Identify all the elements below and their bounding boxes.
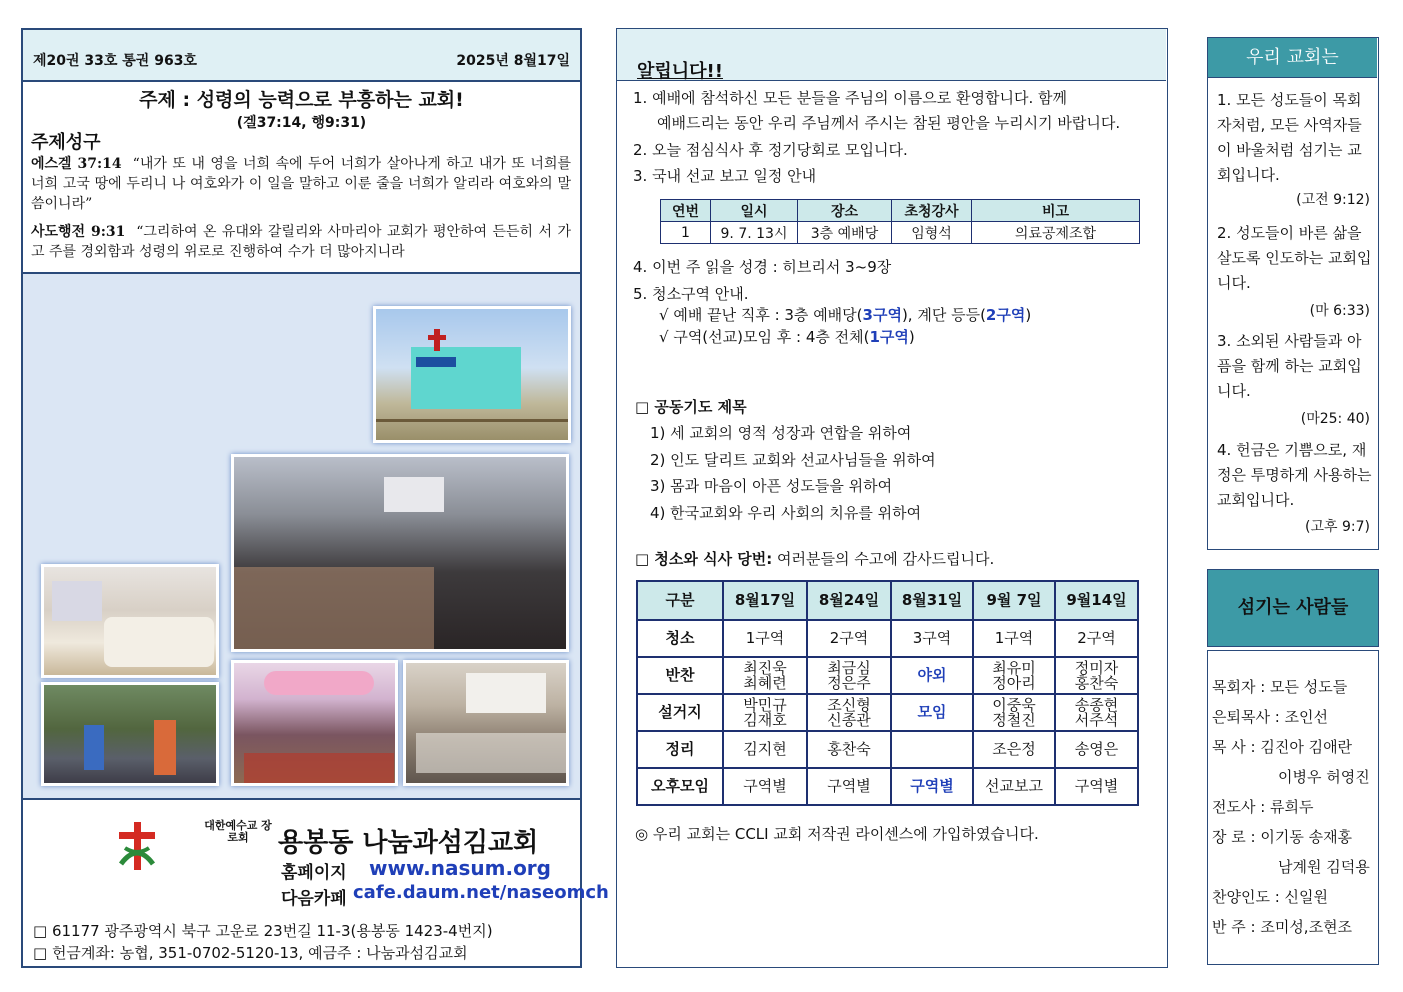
mission-cell: 3층 예배당 — [798, 222, 892, 244]
duty-roster-table — [636, 580, 1139, 806]
duty-cell: 구역별 — [1055, 768, 1138, 805]
duty-cell: 구역별 — [807, 768, 891, 805]
ccli-notice: ◎ 우리 교회는 CCLI 교회 저작권 라이센스에 가입하였습니다. — [635, 825, 1039, 843]
notice-item-1-cont: 예배드리는 동안 우리 주님께서 주시는 참된 평안을 누리시기 바랍니다. — [657, 114, 1121, 132]
worship-service-photo — [231, 454, 569, 652]
table-row — [637, 731, 1138, 768]
duty-cell: 홍찬숙 — [807, 731, 891, 768]
notice-item-4: 4. 이번 주 읽을 성경 : 히브리서 3~9장 — [633, 258, 892, 276]
servant-row: 남계원 김덕용 — [1278, 858, 1370, 876]
homepage-label: 홈페이지 — [281, 863, 347, 883]
duty-cell: 최진욱 최혜련 — [723, 657, 807, 694]
duty-cell: 2구역 — [807, 620, 891, 657]
duty-col-date: 9월14일 — [1055, 581, 1138, 620]
verse-acts-ref: 사도행전 9:31 — [31, 224, 126, 240]
table-row — [637, 768, 1138, 805]
offering-account: □ 헌금계좌: 농협, 351-0702-5120-13, 예금주 : 나눔과섬김교회 — [33, 944, 468, 962]
servant-row: 목 사 : 김진아 김애란 — [1212, 738, 1353, 756]
theme-verses-heading: 주제성구 — [31, 132, 101, 153]
our-church-ref: (마25: 40) — [1300, 411, 1370, 427]
our-church-item: 4. 헌금은 기쁨으로, 재정은 투명하게 사용하는 교회입니다. — [1217, 441, 1372, 509]
our-church-ref: (고전 9:12) — [1296, 192, 1370, 208]
duty-col-category: 구분 — [637, 581, 723, 620]
servants-box — [1207, 650, 1379, 965]
our-church-title: 우리 교회는 — [1208, 38, 1377, 78]
prayer-item: 3) 몸과 마음이 아픈 성도들을 위하여 — [650, 477, 893, 495]
duty-cell — [891, 731, 973, 768]
photo-collage — [23, 272, 580, 800]
servant-row: 이병우 허영진 — [1278, 768, 1370, 786]
issue-date: 2025년 8월17일 — [456, 53, 570, 69]
notice-item-2: 2. 오늘 점심식사 후 정기당회로 모입니다. — [633, 141, 908, 159]
our-church-ref: (마 6:33) — [1309, 303, 1370, 319]
prayer-item: 2) 인도 달리트 교회와 선교사님들을 위하여 — [650, 451, 936, 469]
duty-cell: 3구역 — [891, 620, 973, 657]
duty-cell: 송영은 — [1055, 731, 1138, 768]
duty-col-date: 8월17일 — [723, 581, 807, 620]
rice-bags-photo — [41, 564, 219, 678]
cafe-link[interactable]: cafe.daum.net/naseomch — [353, 882, 609, 903]
duty-row-label: 반찬 — [637, 657, 723, 694]
duty-title: □ 청소와 식사 당번: 여러분들의 수고에 감사드립니다. — [635, 550, 995, 568]
issue-header — [23, 30, 580, 82]
our-church-item: 1. 모든 성도들이 목회자처럼, 모든 사역자들이 바울처럼 섬기는 교회입니다. — [1217, 91, 1362, 184]
mission-cell: 9. 7. 13시 — [711, 222, 798, 244]
mission-col-speaker: 초청강사 — [892, 200, 972, 222]
issue-number: 제20권 33호 통권 963호 — [33, 53, 197, 69]
duty-cell: 2구역 — [1055, 620, 1138, 657]
sermon-theme: 주제 : 성령의 능력으로 부흥하는 교회! — [139, 89, 464, 111]
duty-cell: 1구역 — [723, 620, 807, 657]
prayer-item: 1) 세 교회의 영적 성장과 연합을 위하여 — [650, 424, 912, 442]
mission-report-table — [660, 199, 1140, 244]
duty-cell: 이중욱 정철진 — [973, 694, 1055, 731]
duty-col-date: 8월24일 — [807, 581, 891, 620]
homepage-link[interactable]: www.nasum.org — [369, 856, 551, 880]
table-row — [637, 694, 1138, 731]
duty-cell: 최유미 정아리 — [973, 657, 1055, 694]
prayer-title: □ 공동기도 제목 — [635, 398, 747, 416]
verse-ezekiel-ref: 에스겔 37:14 — [31, 156, 122, 172]
mission-col-no: 연번 — [661, 200, 711, 222]
duty-cell: 정미자 홍찬숙 — [1055, 657, 1138, 694]
duty-cell: 모임 — [891, 694, 973, 731]
mission-col-note: 비고 — [972, 200, 1140, 222]
mission-table-header — [661, 200, 1140, 222]
table-row — [637, 620, 1138, 657]
duty-cell: 야외 — [891, 657, 973, 694]
cleaning-after-worship: √ 예배 끝난 직후 : 3층 예배당(3구역), 계단 등등(2구역) — [659, 306, 1032, 324]
servant-row: 목회자 : 모든 성도들 — [1212, 678, 1348, 696]
children-gathering-photo — [403, 660, 569, 786]
mission-cell: 의료공제조합 — [972, 222, 1140, 244]
servant-row: 장 로 : 이기동 송재홍 — [1212, 828, 1353, 846]
duty-cell: 구역별 — [891, 768, 973, 805]
notice-item-3: 3. 국내 선교 보고 일정 안내 — [633, 167, 817, 185]
duty-cell: 박민규 김재호 — [723, 694, 807, 731]
church-info — [23, 802, 609, 966]
verse-acts-text: “그리하여 온 유대와 갈릴리와 사마리아 교회가 평안하여 든든히 서 가고 주를 경외함과 성령의 위로로 진행하여 수가 더 많아지니라 — [31, 224, 571, 260]
verse-ezekiel — [31, 154, 571, 214]
table-row — [637, 657, 1138, 694]
duty-cell: 선교보고 — [973, 768, 1055, 805]
duty-cell: 조신형 신종관 — [807, 694, 891, 731]
duty-cell: 김지현 — [723, 731, 807, 768]
duty-row-label: 설거지 — [637, 694, 723, 731]
cafe-label: 다음카페 — [281, 889, 347, 909]
our-church-item: 2. 성도들이 바른 삶을 살도록 인도하는 교회입니다. — [1217, 224, 1372, 292]
our-church-item: 3. 소외된 사람들과 아픔을 함께 하는 교회입니다. — [1217, 332, 1362, 400]
servant-row: 전도사 : 류희두 — [1212, 798, 1314, 816]
duty-cell: 1구역 — [973, 620, 1055, 657]
duty-row-label: 오후모임 — [637, 768, 723, 805]
cleaning-after-meeting: √ 구역(선교)모임 후 : 4층 전체(1구역) — [659, 328, 915, 346]
servant-row: 은퇴목사 : 조인선 — [1212, 708, 1329, 726]
servant-row: 반 주 : 조미성,조현조 — [1212, 918, 1353, 936]
duty-cell: 조은정 — [973, 731, 1055, 768]
notices-title: 알립니다!! — [637, 61, 723, 82]
duty-row-label: 정리 — [637, 731, 723, 768]
notices-panel — [616, 28, 1168, 968]
mission-col-date: 일시 — [711, 200, 798, 222]
notice-item-1: 1. 예배에 참석하신 모든 분들을 주님의 이름으로 환영합니다. 함께 — [633, 89, 1067, 107]
duty-col-date: 9월 7일 — [973, 581, 1055, 620]
church-name: 용봉동 나눔과섬김교회 — [278, 828, 539, 858]
church-logo-icon — [115, 820, 159, 872]
servant-row: 찬양인도 : 신일원 — [1212, 888, 1329, 906]
theme-reference: (겔37:14, 행9:31) — [236, 115, 367, 131]
duty-cell: 구역별 — [723, 768, 807, 805]
verse-acts — [31, 222, 571, 262]
our-church-ref: (고후 9:7) — [1305, 519, 1370, 535]
denomination-label: 대한예수교 장로회 — [204, 819, 272, 844]
kimchi-sharing-photo — [231, 660, 398, 786]
church-address: □ 61177 광주광역시 북구 고운로 23번길 11-3(용봉동 1423-4번지) — [33, 922, 493, 940]
verse-ezekiel-text: “내가 또 내 영을 너희 속에 두어 너희가 살아나게 하고 내가 또 너희를 너희 고국 땅에 두리니 나 여호와가 이 일을 말하고 이룬 줄을 너희가 알리라 여호와의 말씀이니라” — [31, 156, 571, 212]
duty-cell: 송종현 서주석 — [1055, 694, 1138, 731]
duty-row-label: 청소 — [637, 620, 723, 657]
mission-cell: 1 — [661, 222, 711, 244]
notices-header — [617, 29, 1166, 81]
mission-col-place: 장소 — [798, 200, 892, 222]
mission-cell: 임형석 — [892, 222, 972, 244]
village-mission-photo — [41, 682, 219, 786]
duty-table-header — [637, 581, 1138, 620]
church-building-photo — [373, 306, 571, 443]
notice-item-5: 5. 청소구역 안내. — [633, 285, 749, 303]
table-row — [661, 222, 1140, 244]
prayer-item: 4) 한국교회와 우리 사회의 치유를 위하여 — [650, 504, 922, 522]
our-church-box — [1207, 37, 1379, 550]
duty-col-date: 8월31일 — [891, 581, 973, 620]
duty-cell: 최금심 정은주 — [807, 657, 891, 694]
bulletin-front-panel — [21, 28, 609, 968]
servants-title: 섬기는 사람들 — [1207, 569, 1379, 647]
